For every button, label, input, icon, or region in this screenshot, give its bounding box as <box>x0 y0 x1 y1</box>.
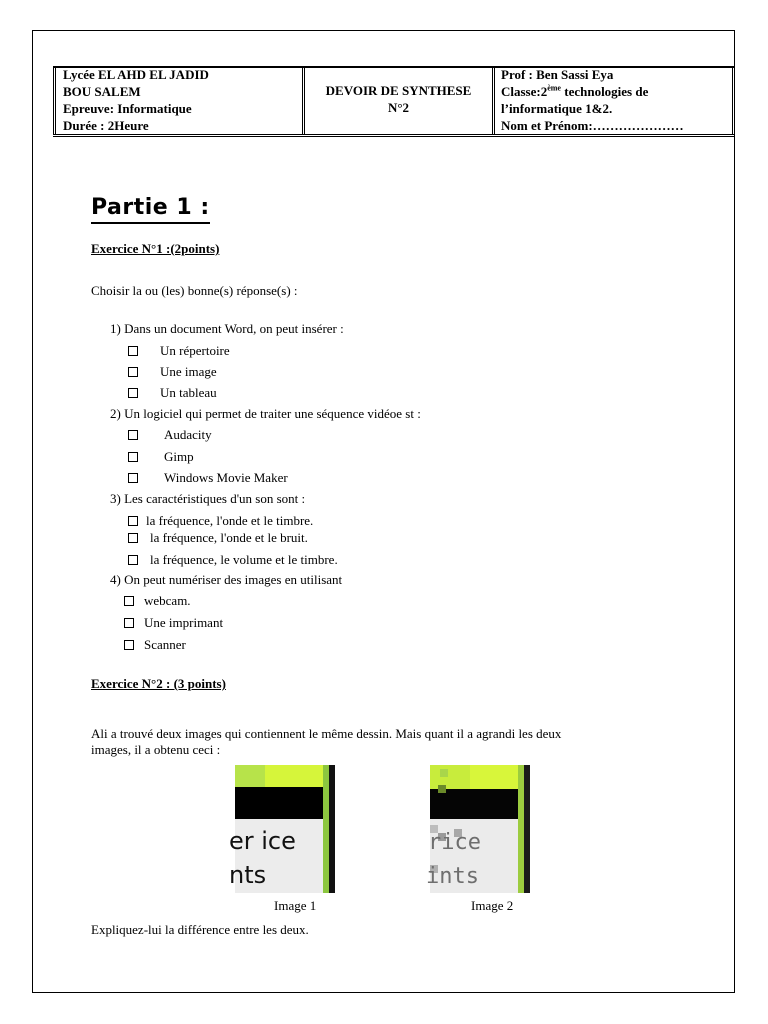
image-2-bitmap <box>426 765 530 893</box>
header-prof-cell <box>492 66 735 134</box>
checkbox[interactable] <box>128 516 138 526</box>
q3-option-1[interactable]: la fréquence, l'onde et le timbre. <box>128 513 313 529</box>
q2-option-1[interactable]: Audacity <box>128 427 212 443</box>
image-2-text-bottom: ints <box>426 864 479 889</box>
image-1-vector <box>229 765 335 893</box>
q1-option-1[interactable]: Un répertoire <box>128 343 230 359</box>
question-2: 2) Un logiciel qui permet de traiter une séquence vidéoe st : <box>110 406 421 421</box>
q3-option-2[interactable]: la fréquence, l'onde et le bruit. <box>128 530 308 546</box>
header-bottom-border <box>53 134 735 137</box>
nom-prenom-field: Nom et Prénom:………………… <box>501 118 684 133</box>
school-line1: Lycée EL AHD EL JADID <box>63 67 209 82</box>
checkbox[interactable] <box>128 533 138 543</box>
devoir-line2: N°2 <box>387 100 410 115</box>
partie-title: Partie 1 : <box>91 194 210 224</box>
checkbox[interactable] <box>124 618 134 628</box>
checkbox[interactable] <box>128 346 138 356</box>
ex2-text-line2: images, il a obtenu ceci : <box>91 742 221 757</box>
classe-line2: l’informatique 1&2. <box>501 101 613 116</box>
ex2-question: Expliquez-lui la différence entre les deux. <box>91 922 309 937</box>
checkbox[interactable] <box>124 596 134 606</box>
q4-option-3[interactable]: Scanner <box>124 637 186 653</box>
header-table <box>53 66 735 134</box>
image-1-illustration <box>229 765 335 893</box>
q1-option-3[interactable]: Un tableau <box>128 385 217 401</box>
classe-text: Classe:2ème technologies de <box>501 83 649 99</box>
duree-text: Durée : 2Heure <box>63 118 149 133</box>
devoir-line1: DEVOIR DE SYNTHESE <box>325 83 472 98</box>
q4-option-2[interactable]: Une imprimant <box>124 615 223 631</box>
question-1: 1) Dans un document Word, on peut insérer : <box>110 321 344 336</box>
epreuve-text: Epreuve: Informatique <box>63 101 192 116</box>
image-1-caption: Image 1 <box>274 898 317 913</box>
school-line2: BOU SALEM <box>63 84 141 99</box>
checkbox[interactable] <box>128 388 138 398</box>
ex1-title: Exercice N°1 :(2points) <box>91 241 220 256</box>
header-devoir-cell <box>302 66 492 134</box>
checkbox[interactable] <box>128 367 138 377</box>
checkbox[interactable] <box>128 452 138 462</box>
checkbox[interactable] <box>124 640 134 650</box>
ex2-title: Exercice N°2 : (3 points) <box>91 676 226 691</box>
image-2-text-top: rice <box>428 830 481 855</box>
image-2-caption: Image 2 <box>471 898 514 913</box>
q4-option-1[interactable]: webcam. <box>124 593 191 609</box>
q3-option-3[interactable]: la fréquence, le volume et le timbre. <box>128 552 338 568</box>
header-school-cell <box>53 66 302 134</box>
image-1-text-top: er ice <box>229 827 296 855</box>
checkbox[interactable] <box>128 430 138 440</box>
image-1-text-bottom: nts <box>229 861 267 889</box>
q2-option-3[interactable]: Windows Movie Maker <box>128 470 288 486</box>
ex1-instruction: Choisir la ou (les) bonne(s) réponse(s) : <box>91 283 298 298</box>
prof-text: Prof : Ben Sassi Eya <box>501 67 614 82</box>
ex2-text-line1: Ali a trouvé deux images qui contiennent le même dessin. Mais quant il a agrandi les deux <box>91 726 562 741</box>
question-3: 3) Les caractéristiques d'un son sont : <box>110 491 306 506</box>
checkbox[interactable] <box>128 473 138 483</box>
q1-option-2[interactable]: Une image <box>128 364 217 380</box>
q2-option-2[interactable]: Gimp <box>128 449 194 465</box>
question-4: 4) On peut numériser des images en utilisant <box>110 572 343 587</box>
image-2-illustration <box>426 765 530 893</box>
page-frame <box>32 30 735 993</box>
checkbox[interactable] <box>128 555 138 565</box>
